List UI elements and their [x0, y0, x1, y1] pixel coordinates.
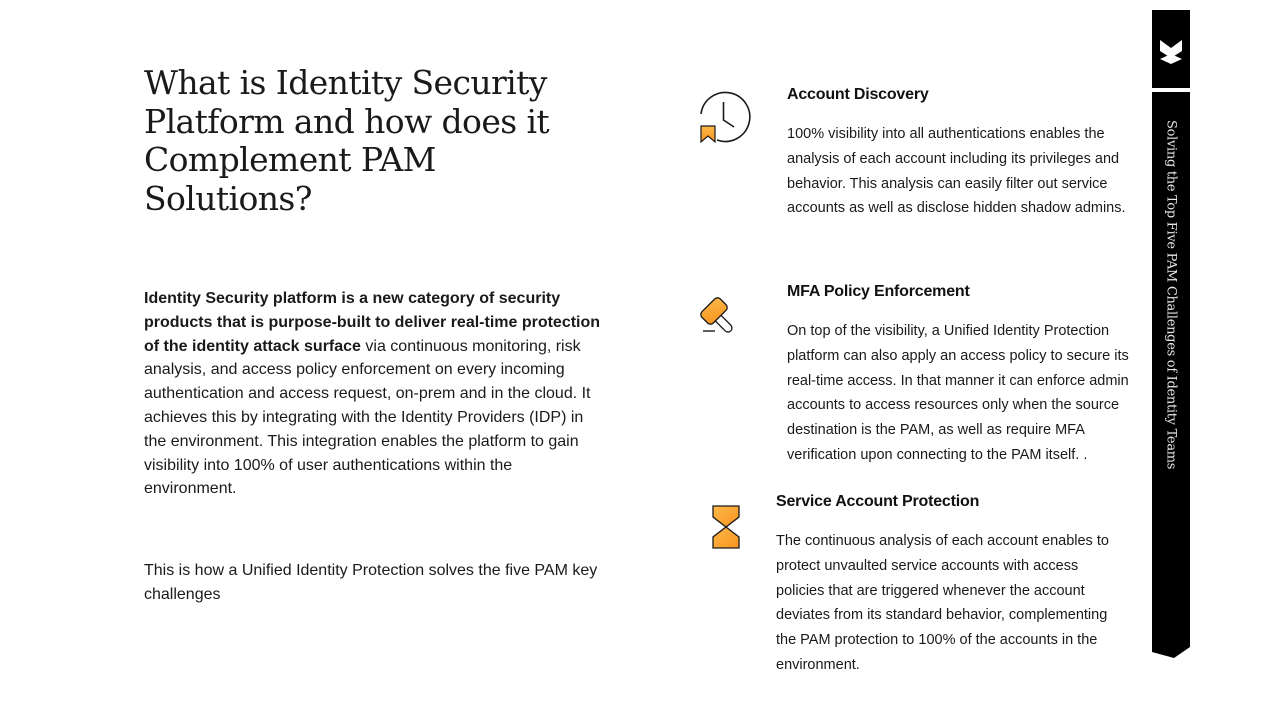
feature-body: The continuous analysis of each account enables to protect unvaulted service accounts with access policies that are triggered whenever the account deviates from its standard behavior, complementing the PAM protection to 100% of the accounts in the environment.	[776, 533, 1109, 673]
intro-bold-text: Identity Security platform is a new category of security products that is purpose-built to deliver real-time protection of the identity attack surface	[144, 290, 601, 355]
gavel-icon	[700, 290, 746, 334]
feature-account-discovery	[787, 86, 1137, 221]
feature-service-account-protection	[776, 493, 1126, 678]
feature-heading: Account Discovery	[787, 86, 929, 103]
lead-paragraph: This is how a Unified Identity Protection solves the five PAM key challenges	[144, 562, 598, 603]
chevron-logo-icon	[1152, 10, 1190, 88]
sidebar-label: Solving the Top Five PAM Challenges of Identity Teams	[1163, 120, 1179, 470]
intro-paragraph	[144, 287, 606, 501]
feature-body: 100% visibility into all authentications enables the analysis of each account including its privileges and behavior. This analysis can easily filter out service accounts as well as disclose hidden shadow admins.	[787, 126, 1126, 217]
feature-heading: MFA Policy Enforcement	[787, 283, 970, 300]
intro-body-text: via continuous monitoring, risk analysis, and access policy enforcement on every incoming authentication and access request, on-prem and in the cloud. It achieves this by integrating with the Identity Providers (IDP) in the environment. This integration enables the platform to gain visibility into 100% of user authentications within the environment.	[144, 337, 591, 498]
sidebar-logo-tab[interactable]	[1152, 10, 1190, 88]
page-title: What is Identity Security Platform and how does it Complement PAM Solutions?	[144, 63, 550, 218]
clock-bookmark-icon	[697, 88, 753, 146]
feature-heading: Service Account Protection	[776, 493, 980, 510]
feature-mfa-policy-enforcement	[787, 283, 1137, 468]
hourglass-icon	[711, 505, 741, 549]
feature-body: On top of the visibility, a Unified Identity Protection platform can also apply an access policy to secure its real-time access. In that manner it can enforce admin accounts to access resources only when the source destination is the PAM, as well as require MFA verification upon connecting to the PAM itself. .	[787, 323, 1129, 463]
